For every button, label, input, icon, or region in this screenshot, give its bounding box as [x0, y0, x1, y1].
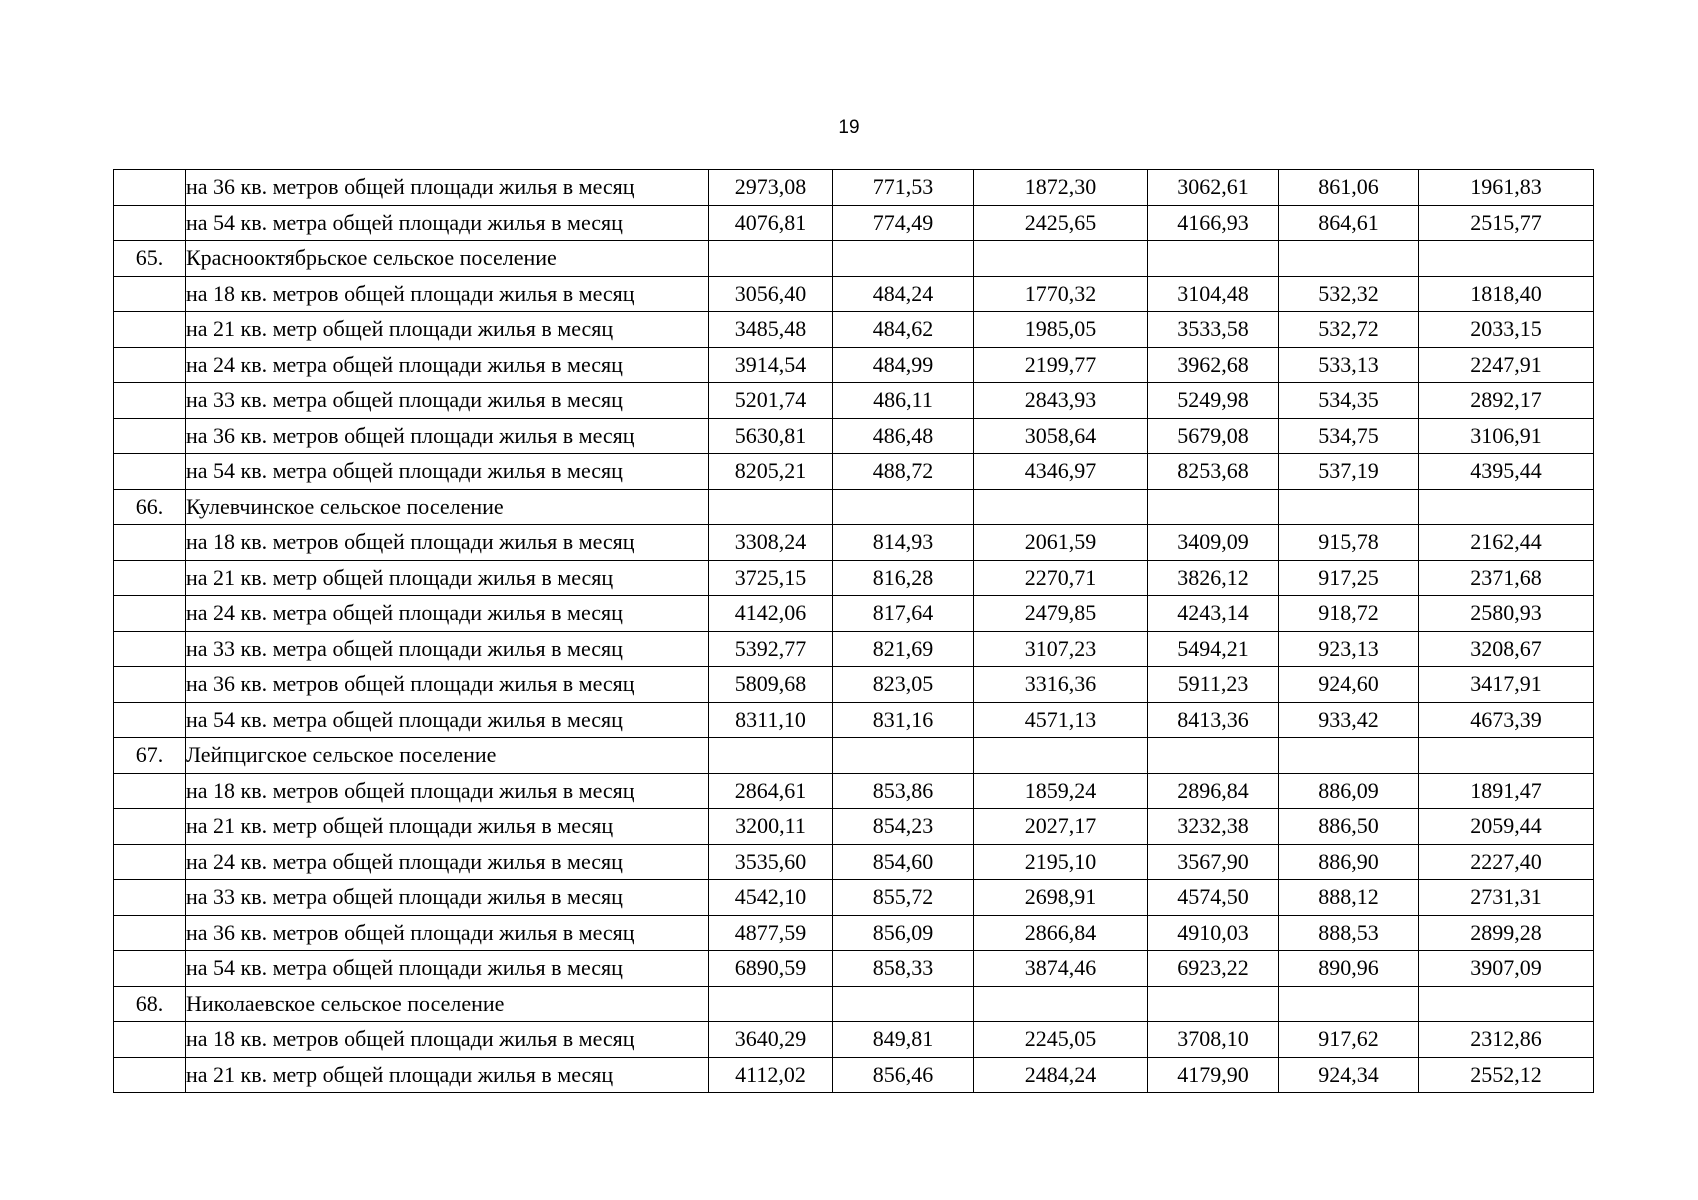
value-cell-col-5: 933,42	[1279, 702, 1419, 738]
value-cell-col-1: 3308,24	[709, 525, 833, 561]
value-cell-col-4: 6923,22	[1148, 951, 1279, 987]
table-row	[114, 1057, 1594, 1093]
row-number-cell	[114, 809, 186, 845]
row-number-cell	[114, 844, 186, 880]
norm-description-cell: на 21 кв. метр общей площади жилья в месяц	[186, 312, 709, 348]
value-cell-col-6: 2247,91	[1419, 347, 1594, 383]
value-cell-col-3: 4571,13	[974, 702, 1148, 738]
value-cell-col-6	[1419, 986, 1594, 1022]
norm-description-cell: на 36 кв. метров общей площади жилья в месяц	[186, 418, 709, 454]
value-cell-col-4: 4243,14	[1148, 596, 1279, 632]
value-cell-col-6: 2033,15	[1419, 312, 1594, 348]
value-cell-col-3: 3107,23	[974, 631, 1148, 667]
value-cell-col-2: 816,28	[833, 560, 974, 596]
value-cell-col-1: 3200,11	[709, 809, 833, 845]
value-cell-col-1: 4542,10	[709, 880, 833, 916]
row-number-cell	[114, 418, 186, 454]
norm-description-cell: на 24 кв. метра общей площади жилья в месяц	[186, 596, 709, 632]
value-cell-col-3: 3316,36	[974, 667, 1148, 703]
value-cell-col-6: 3907,09	[1419, 951, 1594, 987]
value-cell-col-3: 1985,05	[974, 312, 1148, 348]
norm-description-cell: на 33 кв. метра общей площади жилья в месяц	[186, 383, 709, 419]
value-cell-col-5	[1279, 738, 1419, 774]
value-cell-col-3: 2866,84	[974, 915, 1148, 951]
value-cell-col-5: 924,60	[1279, 667, 1419, 703]
row-number-cell	[114, 596, 186, 632]
value-cell-col-2	[833, 986, 974, 1022]
value-cell-col-6: 3208,67	[1419, 631, 1594, 667]
value-cell-col-5: 917,25	[1279, 560, 1419, 596]
value-cell-col-5: 917,62	[1279, 1022, 1419, 1058]
value-cell-col-4: 3232,38	[1148, 809, 1279, 845]
value-cell-col-1: 4112,02	[709, 1057, 833, 1093]
norm-description-cell: на 18 кв. метров общей площади жилья в месяц	[186, 1022, 709, 1058]
value-cell-col-2: 486,11	[833, 383, 974, 419]
value-cell-col-3: 1859,24	[974, 773, 1148, 809]
row-number-cell: 68.	[114, 986, 186, 1022]
value-cell-col-1: 8205,21	[709, 454, 833, 490]
value-cell-col-4	[1148, 489, 1279, 525]
value-cell-col-5: 924,34	[1279, 1057, 1419, 1093]
value-cell-col-6	[1419, 489, 1594, 525]
value-cell-col-3: 2843,93	[974, 383, 1148, 419]
value-cell-col-4: 5494,21	[1148, 631, 1279, 667]
value-cell-col-4: 5249,98	[1148, 383, 1279, 419]
value-cell-col-6: 1961,83	[1419, 170, 1594, 206]
norm-description-cell: на 36 кв. метров общей площади жилья в месяц	[186, 915, 709, 951]
value-cell-col-2	[833, 738, 974, 774]
value-cell-col-1: 4076,81	[709, 205, 833, 241]
row-number-cell	[114, 880, 186, 916]
value-cell-col-6: 2552,12	[1419, 1057, 1594, 1093]
value-cell-col-2	[833, 489, 974, 525]
value-cell-col-2: 486,48	[833, 418, 974, 454]
value-cell-col-3: 2199,77	[974, 347, 1148, 383]
norm-description-cell: на 18 кв. метров общей площади жилья в месяц	[186, 276, 709, 312]
value-cell-col-6: 2580,93	[1419, 596, 1594, 632]
value-cell-col-6: 1891,47	[1419, 773, 1594, 809]
row-number-cell	[114, 205, 186, 241]
row-number-cell: 65.	[114, 241, 186, 277]
value-cell-col-3: 1872,30	[974, 170, 1148, 206]
value-cell-col-6: 1818,40	[1419, 276, 1594, 312]
value-cell-col-1: 3485,48	[709, 312, 833, 348]
value-cell-col-3: 2698,91	[974, 880, 1148, 916]
value-cell-col-6: 2892,17	[1419, 383, 1594, 419]
norm-description-cell: на 36 кв. метров общей площади жилья в месяц	[186, 170, 709, 206]
row-number-cell	[114, 312, 186, 348]
value-cell-col-1: 3914,54	[709, 347, 833, 383]
settlement-name-cell: Николаевское сельское поселение	[186, 986, 709, 1022]
value-cell-col-6: 4395,44	[1419, 454, 1594, 490]
table-row	[114, 809, 1594, 845]
value-cell-col-6: 2371,68	[1419, 560, 1594, 596]
value-cell-col-5: 534,35	[1279, 383, 1419, 419]
value-cell-col-1: 4877,59	[709, 915, 833, 951]
value-cell-col-1: 3725,15	[709, 560, 833, 596]
value-cell-col-5: 915,78	[1279, 525, 1419, 561]
value-cell-col-1: 5392,77	[709, 631, 833, 667]
table-row	[114, 312, 1594, 348]
norm-description-cell: на 21 кв. метр общей площади жилья в месяц	[186, 809, 709, 845]
value-cell-col-1: 3535,60	[709, 844, 833, 880]
value-cell-col-2: 484,99	[833, 347, 974, 383]
value-cell-col-3	[974, 241, 1148, 277]
value-cell-col-4: 4179,90	[1148, 1057, 1279, 1093]
value-cell-col-3: 2484,24	[974, 1057, 1148, 1093]
value-cell-col-3	[974, 986, 1148, 1022]
table-row	[114, 383, 1594, 419]
value-cell-col-4: 3826,12	[1148, 560, 1279, 596]
value-cell-col-5: 918,72	[1279, 596, 1419, 632]
row-number-cell	[114, 631, 186, 667]
settlement-name-cell: Кулевчинское сельское поселение	[186, 489, 709, 525]
row-number-cell	[114, 170, 186, 206]
value-cell-col-5: 532,32	[1279, 276, 1419, 312]
table-row	[114, 454, 1594, 490]
value-cell-col-6	[1419, 738, 1594, 774]
value-cell-col-4: 8253,68	[1148, 454, 1279, 490]
norm-description-cell: на 18 кв. метров общей площади жилья в месяц	[186, 773, 709, 809]
row-number-cell: 66.	[114, 489, 186, 525]
table-row	[114, 915, 1594, 951]
value-cell-col-5: 861,06	[1279, 170, 1419, 206]
norm-description-cell: на 21 кв. метр общей площади жилья в месяц	[186, 1057, 709, 1093]
value-cell-col-2: 774,49	[833, 205, 974, 241]
value-cell-col-5: 534,75	[1279, 418, 1419, 454]
row-number-cell	[114, 951, 186, 987]
row-number-cell	[114, 525, 186, 561]
value-cell-col-6: 4673,39	[1419, 702, 1594, 738]
row-number-cell	[114, 1022, 186, 1058]
value-cell-col-5: 532,72	[1279, 312, 1419, 348]
value-cell-col-6: 2731,31	[1419, 880, 1594, 916]
value-cell-col-6: 2515,77	[1419, 205, 1594, 241]
norm-description-cell: на 54 кв. метра общей площади жилья в месяц	[186, 951, 709, 987]
value-cell-col-3: 2479,85	[974, 596, 1148, 632]
value-cell-col-3: 2425,65	[974, 205, 1148, 241]
row-number-cell	[114, 1057, 186, 1093]
norm-description-cell: на 21 кв. метр общей площади жилья в месяц	[186, 560, 709, 596]
table-row	[114, 170, 1594, 206]
table-row	[114, 347, 1594, 383]
value-cell-col-4: 3104,48	[1148, 276, 1279, 312]
table-row	[114, 205, 1594, 241]
row-number-cell	[114, 383, 186, 419]
value-cell-col-2	[833, 241, 974, 277]
value-cell-col-2: 484,24	[833, 276, 974, 312]
value-cell-col-4: 3409,09	[1148, 525, 1279, 561]
value-cell-col-3: 2027,17	[974, 809, 1148, 845]
table-body	[114, 170, 1594, 1093]
value-cell-col-6: 2227,40	[1419, 844, 1594, 880]
row-number-cell	[114, 276, 186, 312]
value-cell-col-6: 2162,44	[1419, 525, 1594, 561]
value-cell-col-4: 3708,10	[1148, 1022, 1279, 1058]
value-cell-col-2: 858,33	[833, 951, 974, 987]
norm-description-cell: на 54 кв. метра общей площади жилья в месяц	[186, 702, 709, 738]
value-cell-col-4	[1148, 738, 1279, 774]
section-row	[114, 241, 1594, 277]
value-cell-col-5: 890,96	[1279, 951, 1419, 987]
value-cell-col-2: 484,62	[833, 312, 974, 348]
value-cell-col-5: 886,90	[1279, 844, 1419, 880]
value-cell-col-1: 5201,74	[709, 383, 833, 419]
value-cell-col-2: 817,64	[833, 596, 974, 632]
section-row	[114, 986, 1594, 1022]
value-cell-col-3: 4346,97	[974, 454, 1148, 490]
value-cell-col-5: 864,61	[1279, 205, 1419, 241]
value-cell-col-6: 2059,44	[1419, 809, 1594, 845]
value-cell-col-3	[974, 489, 1148, 525]
norm-description-cell: на 24 кв. метра общей площади жилья в месяц	[186, 844, 709, 880]
value-cell-col-1: 3056,40	[709, 276, 833, 312]
value-cell-col-3: 3058,64	[974, 418, 1148, 454]
table-row	[114, 525, 1594, 561]
value-cell-col-5	[1279, 986, 1419, 1022]
value-cell-col-1: 2973,08	[709, 170, 833, 206]
value-cell-col-3: 2061,59	[974, 525, 1148, 561]
settlement-name-cell: Лейпцигское сельское поселение	[186, 738, 709, 774]
norm-description-cell: на 54 кв. метра общей площади жилья в месяц	[186, 454, 709, 490]
value-cell-col-2: 849,81	[833, 1022, 974, 1058]
value-cell-col-4	[1148, 986, 1279, 1022]
value-cell-col-5: 886,50	[1279, 809, 1419, 845]
value-cell-col-1	[709, 738, 833, 774]
value-cell-col-2: 821,69	[833, 631, 974, 667]
value-cell-col-4: 3962,68	[1148, 347, 1279, 383]
table-row	[114, 844, 1594, 880]
value-cell-col-1: 6890,59	[709, 951, 833, 987]
page-number: 19	[838, 117, 860, 138]
value-cell-col-1: 4142,06	[709, 596, 833, 632]
row-number-cell	[114, 702, 186, 738]
value-cell-col-4: 3062,61	[1148, 170, 1279, 206]
value-cell-col-2: 831,16	[833, 702, 974, 738]
value-cell-col-3: 2270,71	[974, 560, 1148, 596]
norm-description-cell: на 54 кв. метра общей площади жилья в месяц	[186, 205, 709, 241]
value-cell-col-1: 8311,10	[709, 702, 833, 738]
value-cell-col-4: 3533,58	[1148, 312, 1279, 348]
table-row	[114, 667, 1594, 703]
norm-description-cell: на 33 кв. метра общей площади жилья в месяц	[186, 631, 709, 667]
row-number-cell	[114, 560, 186, 596]
value-cell-col-4: 5911,23	[1148, 667, 1279, 703]
value-cell-col-5: 533,13	[1279, 347, 1419, 383]
value-cell-col-3: 2195,10	[974, 844, 1148, 880]
value-cell-col-6	[1419, 241, 1594, 277]
value-cell-col-3	[974, 738, 1148, 774]
table-row	[114, 880, 1594, 916]
value-cell-col-2: 814,93	[833, 525, 974, 561]
value-cell-col-2: 855,72	[833, 880, 974, 916]
value-cell-col-5: 888,12	[1279, 880, 1419, 916]
value-cell-col-4	[1148, 241, 1279, 277]
value-cell-col-1	[709, 489, 833, 525]
norm-description-cell: на 24 кв. метра общей площади жилья в месяц	[186, 347, 709, 383]
value-cell-col-1	[709, 241, 833, 277]
section-row	[114, 489, 1594, 525]
row-number-cell	[114, 773, 186, 809]
value-cell-col-1: 5630,81	[709, 418, 833, 454]
value-cell-col-5: 886,09	[1279, 773, 1419, 809]
value-cell-col-2: 856,46	[833, 1057, 974, 1093]
value-cell-col-1: 3640,29	[709, 1022, 833, 1058]
row-number-cell	[114, 915, 186, 951]
tariff-table	[113, 169, 1594, 1093]
value-cell-col-2: 771,53	[833, 170, 974, 206]
table-row	[114, 1022, 1594, 1058]
table-row	[114, 951, 1594, 987]
value-cell-col-1: 5809,68	[709, 667, 833, 703]
table-row	[114, 702, 1594, 738]
value-cell-col-2: 854,23	[833, 809, 974, 845]
row-number-cell	[114, 667, 186, 703]
value-cell-col-4: 8413,36	[1148, 702, 1279, 738]
value-cell-col-6: 3417,91	[1419, 667, 1594, 703]
value-cell-col-5	[1279, 241, 1419, 277]
value-cell-col-4: 5679,08	[1148, 418, 1279, 454]
row-number-cell	[114, 347, 186, 383]
settlement-name-cell: Краснооктябрьское сельское поселение	[186, 241, 709, 277]
value-cell-col-2: 856,09	[833, 915, 974, 951]
value-cell-col-4: 4910,03	[1148, 915, 1279, 951]
norm-description-cell: на 36 кв. метров общей площади жилья в месяц	[186, 667, 709, 703]
value-cell-col-2: 488,72	[833, 454, 974, 490]
table-row	[114, 596, 1594, 632]
section-row	[114, 738, 1594, 774]
value-cell-col-4: 3567,90	[1148, 844, 1279, 880]
value-cell-col-4: 4574,50	[1148, 880, 1279, 916]
row-number-cell: 67.	[114, 738, 186, 774]
value-cell-col-3: 1770,32	[974, 276, 1148, 312]
value-cell-col-5: 537,19	[1279, 454, 1419, 490]
table-row	[114, 560, 1594, 596]
value-cell-col-6: 2899,28	[1419, 915, 1594, 951]
value-cell-col-6: 3106,91	[1419, 418, 1594, 454]
value-cell-col-5: 888,53	[1279, 915, 1419, 951]
row-number-cell	[114, 454, 186, 490]
value-cell-col-2: 823,05	[833, 667, 974, 703]
value-cell-col-5	[1279, 489, 1419, 525]
value-cell-col-4: 4166,93	[1148, 205, 1279, 241]
norm-description-cell: на 18 кв. метров общей площади жилья в месяц	[186, 525, 709, 561]
value-cell-col-6: 2312,86	[1419, 1022, 1594, 1058]
value-cell-col-4: 2896,84	[1148, 773, 1279, 809]
value-cell-col-3: 3874,46	[974, 951, 1148, 987]
value-cell-col-2: 853,86	[833, 773, 974, 809]
value-cell-col-2: 854,60	[833, 844, 974, 880]
norm-description-cell: на 33 кв. метра общей площади жилья в месяц	[186, 880, 709, 916]
value-cell-col-1: 2864,61	[709, 773, 833, 809]
table-row	[114, 631, 1594, 667]
table-row	[114, 773, 1594, 809]
table-row	[114, 276, 1594, 312]
table-row	[114, 418, 1594, 454]
value-cell-col-1	[709, 986, 833, 1022]
value-cell-col-3: 2245,05	[974, 1022, 1148, 1058]
value-cell-col-5: 923,13	[1279, 631, 1419, 667]
